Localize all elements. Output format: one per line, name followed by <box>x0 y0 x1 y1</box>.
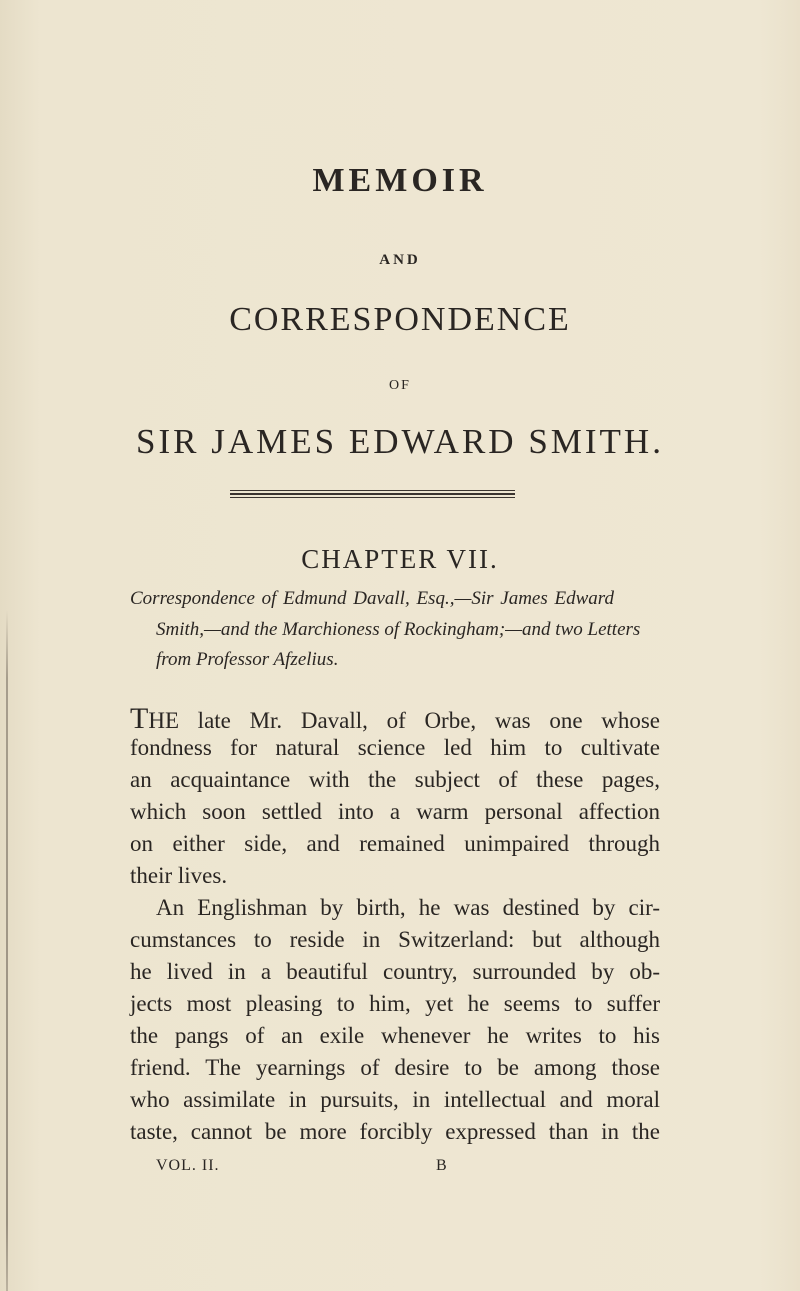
chapter-heading: CHAPTER VII. <box>301 544 499 574</box>
title-memoir: MEMOIR <box>312 162 488 199</box>
body-text-line: he lived in a beautiful country, surrounded by ob- <box>130 959 660 984</box>
body-text-line: cumstances to reside in Switzerland: but although <box>130 927 660 952</box>
body-text-line: jects most pleasing to him, yet he seems to suffer <box>130 991 660 1016</box>
title-rule-bottom <box>230 497 515 498</box>
drop-cap: T <box>130 702 149 735</box>
body-text-line: friend. The yearnings of desire to be among those <box>130 1055 660 1080</box>
body-text-line: fondness for natural science led him to cultivate <box>130 735 660 760</box>
chapter-summary-line: Smith,—and the Marchioness of Rockingham;—and two Letters <box>156 619 641 640</box>
body-text-line: An Englishman by birth, he was destined by cir- <box>156 895 660 920</box>
title-rule-middle <box>230 493 515 495</box>
title-of: OF <box>389 378 411 393</box>
signature-mark: B <box>436 1157 448 1174</box>
body-text-line: the pangs of an exile whenever he writes to his <box>130 1023 660 1048</box>
body-text-line: which soon settled into a warm personal affection <box>130 799 660 824</box>
chapter-summary-line: from Professor Afzelius. <box>156 649 339 670</box>
title-rule-top <box>230 490 515 491</box>
body-text-line: THE late Mr. Davall, of Orbe, was one whose <box>130 702 660 735</box>
title-correspondence: CORRESPONDENCE <box>229 301 571 338</box>
title-author-name: SIR JAMES EDWARD SMITH. <box>136 422 664 461</box>
volume-marker: VOL. II. <box>156 1157 220 1174</box>
body-text-line: on either side, and remained unimpaired through <box>130 831 660 856</box>
body-text-line: who assimilate in pursuits, in intellectual and moral <box>130 1087 660 1112</box>
body-text-line: an acquaintance with the subject of these pages, <box>130 767 660 792</box>
page-gutter-shadow <box>6 610 8 1291</box>
body-text-line: their lives. <box>130 863 228 888</box>
body-text-line: taste, cannot be more forcibly expressed than in the <box>130 1119 660 1144</box>
title-and: AND <box>379 252 421 268</box>
chapter-summary-line: Correspondence of Edmund Davall, Esq.,—Sir James Edward <box>130 588 614 609</box>
